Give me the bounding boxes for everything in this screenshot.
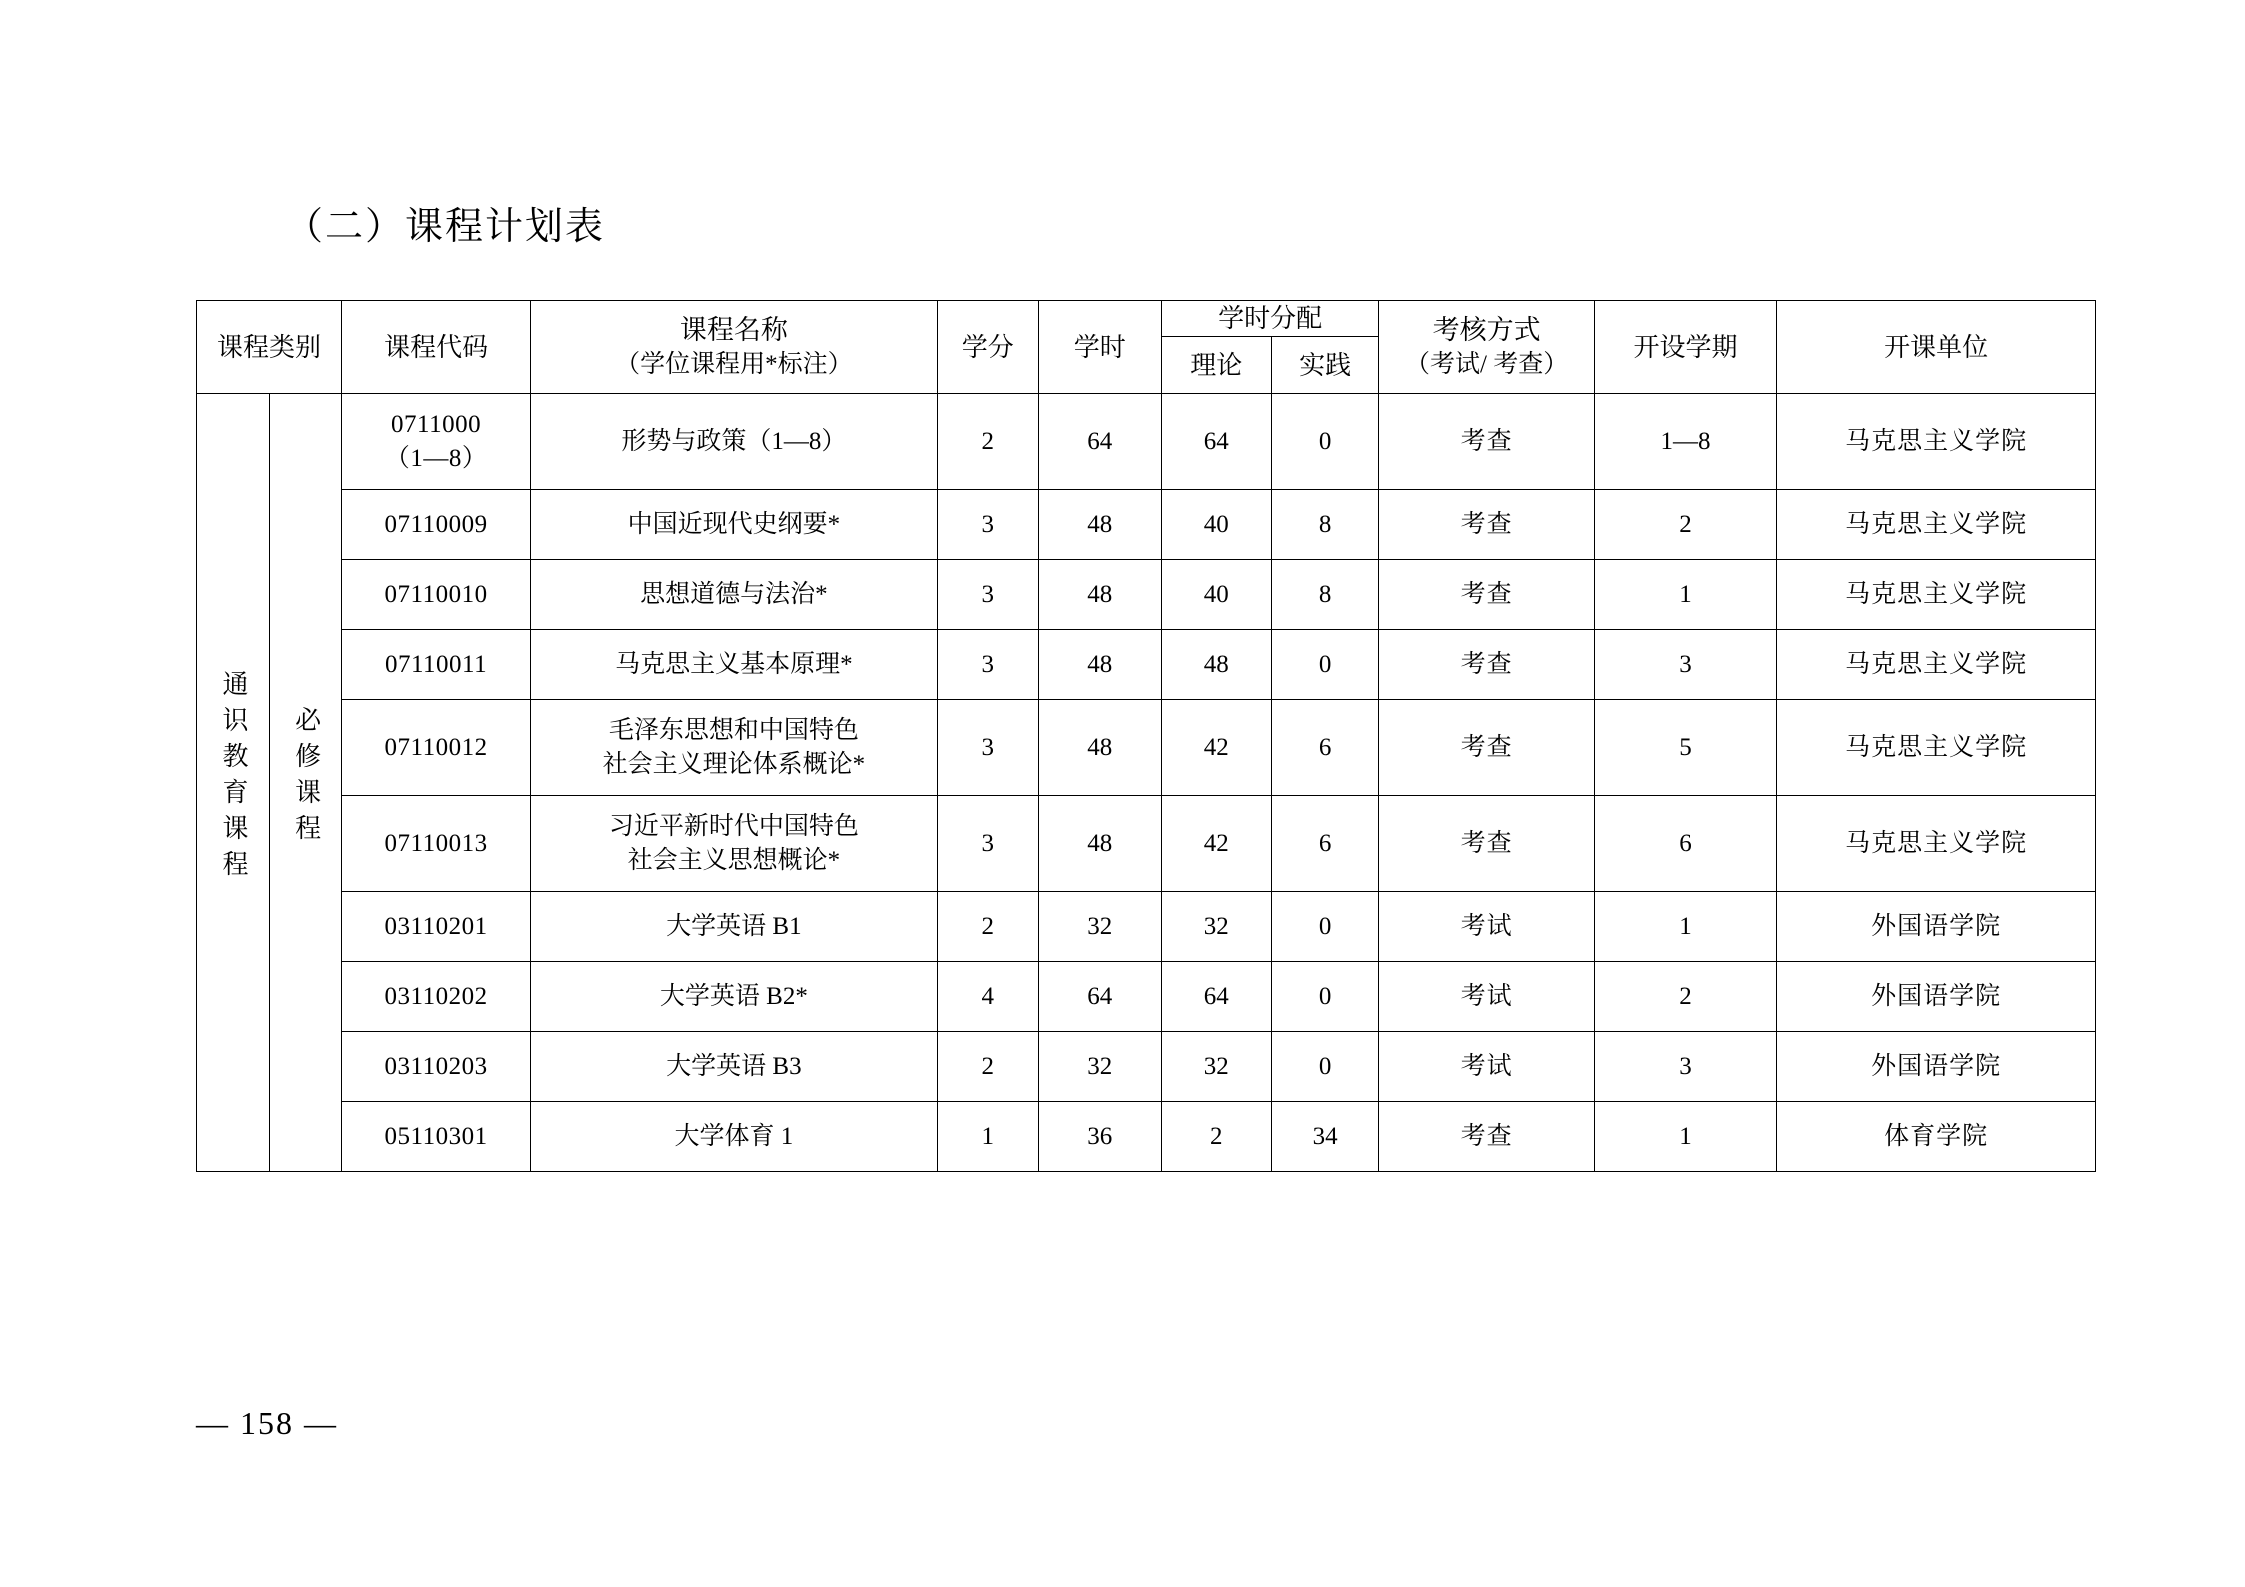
header-course-name-main: 课程名称 (679, 314, 788, 345)
course-credit: 4 (937, 962, 1038, 1032)
table-row (197, 892, 2096, 962)
course-name (531, 700, 938, 796)
course-theory-hours: 40 (1161, 490, 1271, 560)
course-term: 1 (1594, 892, 1776, 962)
course-code: 05110301 (342, 1102, 531, 1172)
table-body (197, 394, 2096, 1172)
course-code: 07110011 (342, 630, 531, 700)
table-row (197, 1032, 2096, 1102)
course-credit: 3 (937, 490, 1038, 560)
table-row (197, 490, 2096, 560)
course-code: 03110203 (342, 1032, 531, 1102)
course-term: 1—8 (1594, 394, 1776, 490)
course-exam-mode: 考试 (1379, 1032, 1594, 1102)
header-exam-mode-sub: （考试/ 考查） (1405, 351, 1569, 379)
course-hours: 48 (1038, 560, 1161, 630)
header-course-name (531, 301, 938, 394)
course-unit: 马克思主义学院 (1777, 796, 2096, 892)
course-unit: 马克思主义学院 (1777, 560, 2096, 630)
group-category-label: 通识教育课程 (219, 669, 249, 886)
course-exam-mode: 考查 (1379, 796, 1594, 892)
course-theory-hours: 42 (1161, 700, 1271, 796)
header-code: 课程代码 (342, 301, 531, 394)
course-hours: 48 (1038, 700, 1161, 796)
table-row (197, 394, 2096, 490)
course-exam-mode: 考查 (1379, 394, 1594, 490)
course-credit: 2 (937, 1032, 1038, 1102)
course-term: 3 (1594, 1032, 1776, 1102)
course-code: 07110010 (342, 560, 531, 630)
course-name: 马克思主义基本原理* (531, 630, 938, 700)
course-hours: 64 (1038, 962, 1161, 1032)
course-hours: 48 (1038, 490, 1161, 560)
course-code: 03110201 (342, 892, 531, 962)
header-hours: 学时 (1038, 301, 1161, 394)
course-unit: 外国语学院 (1777, 962, 2096, 1032)
course-hours: 32 (1038, 892, 1161, 962)
course-name: 大学英语 B1 (531, 892, 938, 962)
course-name: 思想道德与法治* (531, 560, 938, 630)
course-name: 大学体育 1 (531, 1102, 938, 1172)
course-name-line1: 毛泽东思想和中国特色 (608, 716, 859, 744)
course-theory-hours: 2 (1161, 1102, 1271, 1172)
course-name: 形势与政策（1—8） (531, 394, 938, 490)
course-code-line1: 0711000 (391, 410, 482, 438)
course-theory-hours: 64 (1161, 394, 1271, 490)
course-unit: 体育学院 (1777, 1102, 2096, 1172)
course-term: 1 (1594, 1102, 1776, 1172)
course-theory-hours: 32 (1161, 892, 1271, 962)
course-hours: 48 (1038, 796, 1161, 892)
course-theory-hours: 32 (1161, 1032, 1271, 1102)
course-exam-mode: 考查 (1379, 630, 1594, 700)
header-theory: 理论 (1161, 337, 1271, 394)
table-row (197, 560, 2096, 630)
course-name-line2: 社会主义思想概论* (627, 846, 841, 874)
course-practice-hours: 6 (1271, 796, 1379, 892)
course-unit: 马克思主义学院 (1777, 630, 2096, 700)
course-code: 07110012 (342, 700, 531, 796)
group-category-cell (197, 394, 270, 1172)
course-unit: 马克思主义学院 (1777, 700, 2096, 796)
section-title: （二）课程计划表 (285, 206, 606, 248)
course-unit: 外国语学院 (1777, 892, 2096, 962)
course-exam-mode: 考查 (1379, 490, 1594, 560)
header-unit: 开课单位 (1777, 301, 2096, 394)
course-credit: 3 (937, 700, 1038, 796)
course-practice-hours: 8 (1271, 560, 1379, 630)
table-header (197, 301, 2096, 394)
course-term: 2 (1594, 490, 1776, 560)
course-hours: 64 (1038, 394, 1161, 490)
course-credit: 3 (937, 796, 1038, 892)
course-practice-hours: 0 (1271, 1032, 1379, 1102)
course-exam-mode: 考试 (1379, 892, 1594, 962)
course-theory-hours: 48 (1161, 630, 1271, 700)
course-unit: 马克思主义学院 (1777, 394, 2096, 490)
course-practice-hours: 0 (1271, 630, 1379, 700)
group-sub-cell (269, 394, 342, 1172)
course-practice-hours: 8 (1271, 490, 1379, 560)
group-sub-label: 必修课程 (291, 705, 321, 850)
course-code: 03110202 (342, 962, 531, 1032)
table-row (197, 630, 2096, 700)
course-term: 5 (1594, 700, 1776, 796)
course-practice-hours: 0 (1271, 892, 1379, 962)
course-theory-hours: 64 (1161, 962, 1271, 1032)
course-hours: 36 (1038, 1102, 1161, 1172)
course-name: 中国近现代史纲要* (531, 490, 938, 560)
course-practice-hours: 0 (1271, 394, 1379, 490)
header-course-name-sub: （学位课程用*标注） (615, 351, 853, 379)
table-row (197, 962, 2096, 1032)
course-credit: 3 (937, 560, 1038, 630)
table-row (197, 700, 2096, 796)
header-exam-mode (1379, 301, 1594, 394)
course-theory-hours: 42 (1161, 796, 1271, 892)
course-exam-mode: 考查 (1379, 560, 1594, 630)
course-practice-hours: 6 (1271, 700, 1379, 796)
page-number: — 158 — (196, 1405, 338, 1441)
course-theory-hours: 40 (1161, 560, 1271, 630)
course-code-line2: （1—8） (384, 444, 488, 472)
course-exam-mode: 考试 (1379, 962, 1594, 1032)
course-term: 1 (1594, 560, 1776, 630)
course-credit: 3 (937, 630, 1038, 700)
course-term: 6 (1594, 796, 1776, 892)
course-hours: 32 (1038, 1032, 1161, 1102)
course-exam-mode: 考查 (1379, 700, 1594, 796)
course-name-line1: 习近平新时代中国特色 (608, 812, 859, 840)
course-credit: 1 (937, 1102, 1038, 1172)
course-term: 2 (1594, 962, 1776, 1032)
course-unit: 外国语学院 (1777, 1032, 2096, 1102)
table-row (197, 796, 2096, 892)
course-name-line2: 社会主义理论体系概论* (602, 750, 866, 778)
header-exam-mode-main: 考核方式 (1432, 314, 1541, 345)
course-practice-hours: 0 (1271, 962, 1379, 1032)
table-row (197, 1102, 2096, 1172)
course-name: 大学英语 B3 (531, 1032, 938, 1102)
course-credit: 2 (937, 892, 1038, 962)
header-credit: 学分 (937, 301, 1038, 394)
header-hours-allocation: 学时分配 (1161, 301, 1379, 337)
course-name: 大学英语 B2* (531, 962, 938, 1032)
course-exam-mode: 考查 (1379, 1102, 1594, 1172)
course-hours: 48 (1038, 630, 1161, 700)
course-unit: 马克思主义学院 (1777, 490, 2096, 560)
course-plan-table (196, 300, 2096, 1172)
header-term: 开设学期 (1594, 301, 1776, 394)
course-code: 07110013 (342, 796, 531, 892)
course-code (342, 394, 531, 490)
course-practice-hours: 34 (1271, 1102, 1379, 1172)
course-term: 3 (1594, 630, 1776, 700)
header-practice: 实践 (1271, 337, 1379, 394)
course-name (531, 796, 938, 892)
header-category: 课程类别 (197, 301, 342, 394)
course-credit: 2 (937, 394, 1038, 490)
course-code: 07110009 (342, 490, 531, 560)
